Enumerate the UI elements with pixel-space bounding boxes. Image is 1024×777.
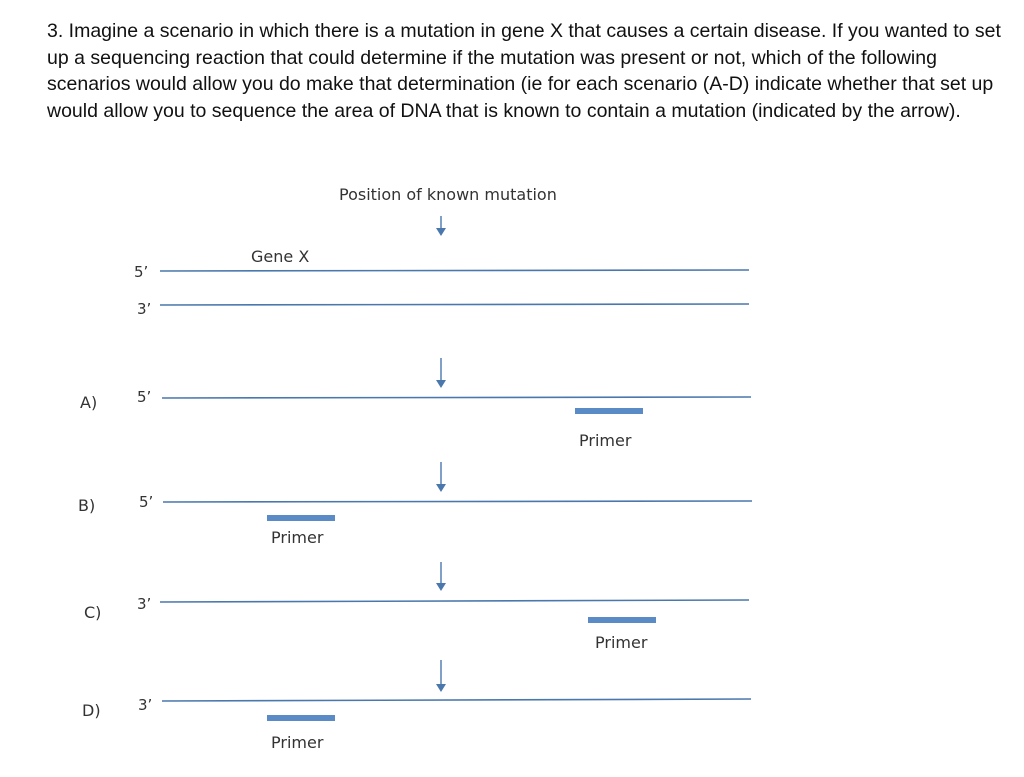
scenario-c-end-label: 3’	[137, 595, 152, 613]
scenario-b-letter: B)	[78, 496, 96, 515]
mutation-arrowhead-icon	[436, 228, 446, 236]
reference-top-strand	[160, 270, 749, 271]
mutation-arrowhead-icon	[436, 484, 446, 492]
scenario-c	[84, 562, 749, 652]
mutation-position-label: Position of known mutation	[339, 185, 557, 204]
scenario-c-strand	[160, 600, 749, 602]
scenario-d-strand	[162, 699, 751, 701]
reference-bottom-end-label: 3’	[137, 300, 152, 318]
mutation-arrowhead-icon	[436, 380, 446, 388]
scenario-b-strand	[163, 501, 752, 502]
scenario-d-end-label: 3’	[138, 696, 153, 714]
question-text: 3. Imagine a scenario in which there is a mutation in gene X that causes a certain disease. If you wanted to set up a sequencing reaction that could determine if the mutation was present or not, which of the following scenarios would allow you do make that determination (ie for each scenario (A-D) indicate whether that set up would allow you to sequence the area of DNA that is known to contain a mutation (indicated by the arrow).	[47, 20, 1001, 122]
scenario-a-primer	[575, 408, 643, 414]
mutation-arrowhead-icon	[436, 583, 446, 591]
scenario-a-primer-label: Primer	[579, 431, 632, 450]
scenario-b	[78, 462, 752, 547]
scenario-c-letter: C)	[84, 603, 102, 622]
reference-top-end-label: 5’	[134, 263, 149, 281]
scenario-d	[82, 660, 751, 752]
scenario-d-letter: D)	[82, 701, 101, 720]
scenario-c-primer-label: Primer	[595, 633, 648, 652]
scenario-d-primer	[267, 715, 335, 721]
scenario-c-primer	[588, 617, 656, 623]
scenario-a	[80, 358, 751, 450]
reference-bottom-strand	[160, 304, 749, 305]
mutation-arrowhead-icon	[436, 684, 446, 692]
gene-x-label: Gene X	[251, 247, 310, 266]
scenario-d-primer-label: Primer	[271, 733, 324, 752]
scenario-b-primer-label: Primer	[271, 528, 324, 547]
scenario-a-end-label: 5’	[137, 388, 152, 406]
scenario-a-strand	[162, 397, 751, 398]
scenario-a-letter: A)	[80, 393, 98, 412]
reference-duplex	[134, 216, 749, 318]
scenario-b-end-label: 5’	[139, 493, 154, 511]
scenario-b-primer	[267, 515, 335, 521]
